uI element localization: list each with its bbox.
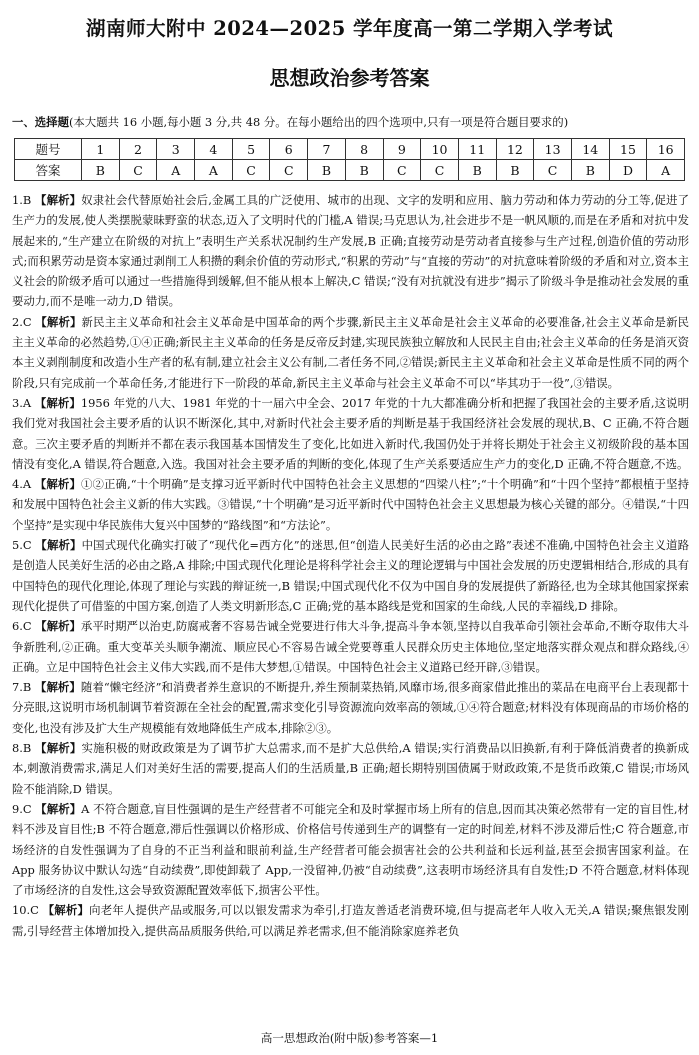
page-subtitle: 思想政治参考答案 bbox=[269, 66, 430, 90]
answer-cell: B bbox=[458, 160, 496, 181]
question-number-cell: 5 bbox=[232, 139, 270, 160]
question-number: 2.C bbox=[12, 314, 32, 329]
section-heading bbox=[12, 114, 692, 130]
answer-cell: C bbox=[534, 160, 572, 181]
row-label-number: 题号 bbox=[15, 139, 82, 160]
question-number-cell: 16 bbox=[647, 139, 685, 160]
answer-cell: C bbox=[270, 160, 308, 181]
question-number: 8.B bbox=[12, 741, 32, 756]
question-number-cell: 2 bbox=[119, 139, 157, 160]
question-number: 9.C bbox=[12, 801, 32, 816]
explanation-item bbox=[12, 799, 689, 900]
explanation-item bbox=[12, 738, 689, 799]
question-number: 10.C bbox=[12, 903, 39, 918]
question-number-cell: 1 bbox=[82, 139, 120, 160]
answer-cell: B bbox=[308, 160, 346, 181]
explanation-item bbox=[12, 535, 689, 616]
explanation-text: A 不符合题意,盲目性强调的是生产经营者不可能完全和及时掌握市场上所有的信息,因而其决策必然带有一定的盲目性,材料不涉及盲目性;B 不符合题意,滞后性强调以价格形成、价格信号传递到生产的调整有一定的时间差,材料不涉及滞后性;C 符合题意,市场经济的自发性强调为了自身的不正当利益和眼前利益,生产经营者可能会损害社会的公共利益和长远利益,甚至会损害国家利益。在 App 服务协议中默认勾选“自动续费”,即使卸载了 App,一没留神,仍被“自动续费”,这表明市场经济具有自发性;D 不符合题意,材料体现了市场经济的自发性,这会导致资源配置效率低下,损害公平性。 bbox=[12, 801, 689, 898]
section-title: 一、选择题 bbox=[12, 115, 69, 129]
analysis-tag: 【解析】 bbox=[34, 395, 81, 410]
analysis-tag: 【解析】 bbox=[35, 538, 82, 553]
explanation-item bbox=[12, 677, 689, 738]
answer-cell: C bbox=[383, 160, 421, 181]
answer-cell: D bbox=[609, 160, 647, 181]
analysis-tag: 【解析】 bbox=[34, 477, 81, 492]
explanation-item bbox=[12, 616, 689, 677]
answer-cell: C bbox=[421, 160, 459, 181]
answer-cell: A bbox=[157, 160, 195, 181]
explanation-text: 承平时期严以治吏,防腐戒奢不容易告诫全党要进行伟大斗争,提高斗争本领,坚持以自我革命引领社会革命,不断夺取伟大斗争新胜利,②正确。重大变革关头顺争潮流、顺应民心不容易告诫全党要尊重人民群众历史主体地位,坚定地落实群众观点和群众路线,④正确。立足中国特色社会主义伟大实践,而不是伟大梦想,①错误。中国特色社会主义道路已经开辟,③错误。 bbox=[12, 619, 689, 674]
question-number-cell: 12 bbox=[496, 139, 534, 160]
answer-cell: B bbox=[82, 160, 120, 181]
analysis-tag: 【解析】 bbox=[42, 903, 90, 918]
question-number-cell: 10 bbox=[421, 139, 459, 160]
table-row-numbers bbox=[15, 139, 685, 160]
explanation-item bbox=[12, 393, 689, 474]
explanation-text: 随着“懒宅经济”和消费者养生意识的不断提升,养生预制菜热销,风靡市场,很多商家借此推出的菜品在电商平台上表现都十分亮眼,这说明市场机制调节着资源在全社会的配置,需求变化引导资源流向效率高的领域,①④符合题意;材料没有体现商品的市场价格的变化,也没有涉及扩大生产规模能有效地降低生产成本,排除②③。 bbox=[12, 680, 689, 735]
question-number-cell: 8 bbox=[345, 139, 383, 160]
section-note: (本大题共 16 小题,每小题 3 分,共 48 分。在每小题给出的四个选项中,只有一项是符合题目要求的) bbox=[68, 115, 569, 129]
question-number-cell: 14 bbox=[571, 139, 609, 160]
analysis-tag: 【解析】 bbox=[35, 741, 82, 756]
answer-table bbox=[14, 138, 685, 181]
analysis-tag: 【解析】 bbox=[35, 193, 82, 207]
answer-cell: B bbox=[571, 160, 609, 181]
explanation-item bbox=[12, 190, 689, 312]
question-number-cell: 15 bbox=[609, 139, 647, 160]
explanation-item bbox=[12, 900, 689, 941]
explanation-item bbox=[12, 312, 689, 393]
page-footer: 高一思想政治(附中版)参考答案—1 bbox=[260, 1031, 439, 1045]
analysis-tag: 【解析】 bbox=[34, 680, 81, 695]
row-label-answer: 答案 bbox=[15, 160, 82, 181]
answer-cell: B bbox=[345, 160, 383, 181]
question-number: 1.B bbox=[12, 193, 32, 207]
question-number: 5.C bbox=[12, 538, 32, 553]
question-number-cell: 3 bbox=[157, 139, 195, 160]
explanation-item bbox=[12, 474, 689, 535]
table-row-answers bbox=[15, 160, 685, 181]
analysis-tag: 【解析】 bbox=[35, 619, 81, 634]
question-number-cell: 6 bbox=[270, 139, 308, 160]
analysis-tag: 【解析】 bbox=[35, 314, 82, 329]
answer-cell: C bbox=[119, 160, 157, 181]
question-number-cell: 7 bbox=[308, 139, 346, 160]
question-number: 4.A bbox=[12, 477, 32, 492]
answer-cell: B bbox=[496, 160, 534, 181]
page-title: 湖南师大附中 2024—2025 学年度高一第二学期入学考试 bbox=[85, 17, 614, 40]
question-number: 6.C bbox=[12, 619, 32, 634]
explanation-text: 实施积极的财政政策是为了调节扩大总需求,而不是扩大总供给,A 错误;实行消费品以旧换新,有利于降低消费者的换新成本,刺激消费需求,满足人们对美好生活的需要,提高人们的生活质量,B 正确;超长期特别国债属于财政政策,不是货币政策,C 错误;市场风险不能消除,D 错误。 bbox=[12, 741, 689, 796]
answer-cell: A bbox=[647, 160, 685, 181]
question-number-cell: 4 bbox=[195, 139, 233, 160]
explanation-text: 奴隶社会代替原始社会后,金属工具的广泛使用、城市的出现、文字的发明和应用、脑力劳动和体力劳动的分工等,促进了生产力的发展,使人类摆脱蒙昧野蛮的状态,迈入了文明时代的门槛,A 错误;马克思认为,社会进步不是一帆风顺的,而是在矛盾和对抗中发展起来的,“生产建立在阶级的对抗上”表明生产关系状况制约生产发展,B 正确;直接劳动是劳动者直接参与生产过程,创造价值的劳动形式;而积累劳动是资本家通过剥削工人积攒的剩余价值的劳动形式,“积累的劳动”与“直接的劳动”的对抗意味着阶级的矛盾和对立,资本主义社会的阶级矛盾可以通过一些措施得到缓解,但不能从根本上解决,C 错误;“没有对抗就没有进步”揭示了阶级斗争是推动社会发展的重要动力,而不是唯一动力,D 错误。 bbox=[12, 193, 689, 309]
answer-cell: A bbox=[195, 160, 233, 181]
question-number-cell: 11 bbox=[458, 139, 496, 160]
question-number-cell: 9 bbox=[383, 139, 421, 160]
answer-cell: C bbox=[232, 160, 270, 181]
question-number: 7.B bbox=[12, 680, 32, 695]
explanation-text: ①②正确,“十个明确”是支撑习近平新时代中国特色社会主义思想的“四梁八柱”;“十个明确”和“十四个坚持”都根植于坚持和发展中国特色社会主义新的伟大实践。③错误,“十个明确”是习近平新时代中国特色社会主义思想最为核心关键的部分。④错误,“十四个坚持”是实现中华民族伟大复兴中国梦的“路线图”和“方法论”。 bbox=[12, 477, 689, 532]
question-number: 3.A bbox=[12, 395, 32, 410]
explanation-text: 向老年人提供产品或服务,可以以银发需求为牵引,打造友善适老消费环境,但与提高老年人收入无关,A 错误;聚焦银发刚需,引导经营主体增加投入,提供高品质服务供给,可以满足养老需求,但不能消除家庭养老负 bbox=[12, 903, 689, 938]
explanation-text: 1956 年党的八大、1981 年党的十一届六中全会、2017 年党的十九大都准确分析和把握了我国社会的主要矛盾,这说明我们党对我国社会主要矛盾的认识不断深化,其中,对新时代社会主要矛盾的判断是基于我国经济社会发展的现状,B、C 正确,不符合题意。三次主要矛盾的判断并不都在表示我国基本国情发生了变化,比如进入新时代,我国仍处于并将长期处于社会主义初级阶段的基本国情没有变化,A 错误,符合题意,入选。我国对社会主要矛盾的判断的变化,体现了生产关系要适应生产力的变化,D 正确,不符合题意,不选。 bbox=[12, 395, 689, 471]
explanations bbox=[12, 190, 689, 941]
explanation-text: 中国式现代化确实打破了“现代化=西方化”的迷思,但“创造人民美好生活的必由之路”表述不准确,中国特色社会主义道路是创造人民美好生活的必由之路,A 排除;中国式现代化理论是将科学社会主义的理论逻辑与中国社会发展的历史逻辑相结合,形成的具有中国特色的现代化理论,体现了理论与实践的辩证统一,B 错误;中国式现代化不仅为中国自身的发展提供了新路径,也为全球其他国家探索现代化提供了可借鉴的中国方案,创造了人类文明新形态,C 正确;党的基本路线是党和国家的生命线,人民的幸福线,D 排除。 bbox=[12, 538, 689, 613]
question-number-cell: 13 bbox=[534, 139, 572, 160]
analysis-tag: 【解析】 bbox=[35, 801, 82, 816]
explanation-text: 新民主主义革命和社会主义革命是中国革命的两个步骤,新民主主义革命是社会主义革命的必要准备,社会主义革命是新民主主义革命的必然趋势,①④正确;新民主主义革命的任务是反帝反封建,实现民族独立解放和人民民主自由;社会主义革命的任务是消灭资本主义剥削制度和改造小生产者的私有制,建立社会主义公有制,二者任务不同,②错误;新民主主义革命和社会主义革命是性质不同的两个阶段,只有完成前一个革命任务,才能进行下一阶段的革命,新民主主义革命与社会主义革命不可以“毕其功于一役”,③错误。 bbox=[12, 314, 689, 390]
